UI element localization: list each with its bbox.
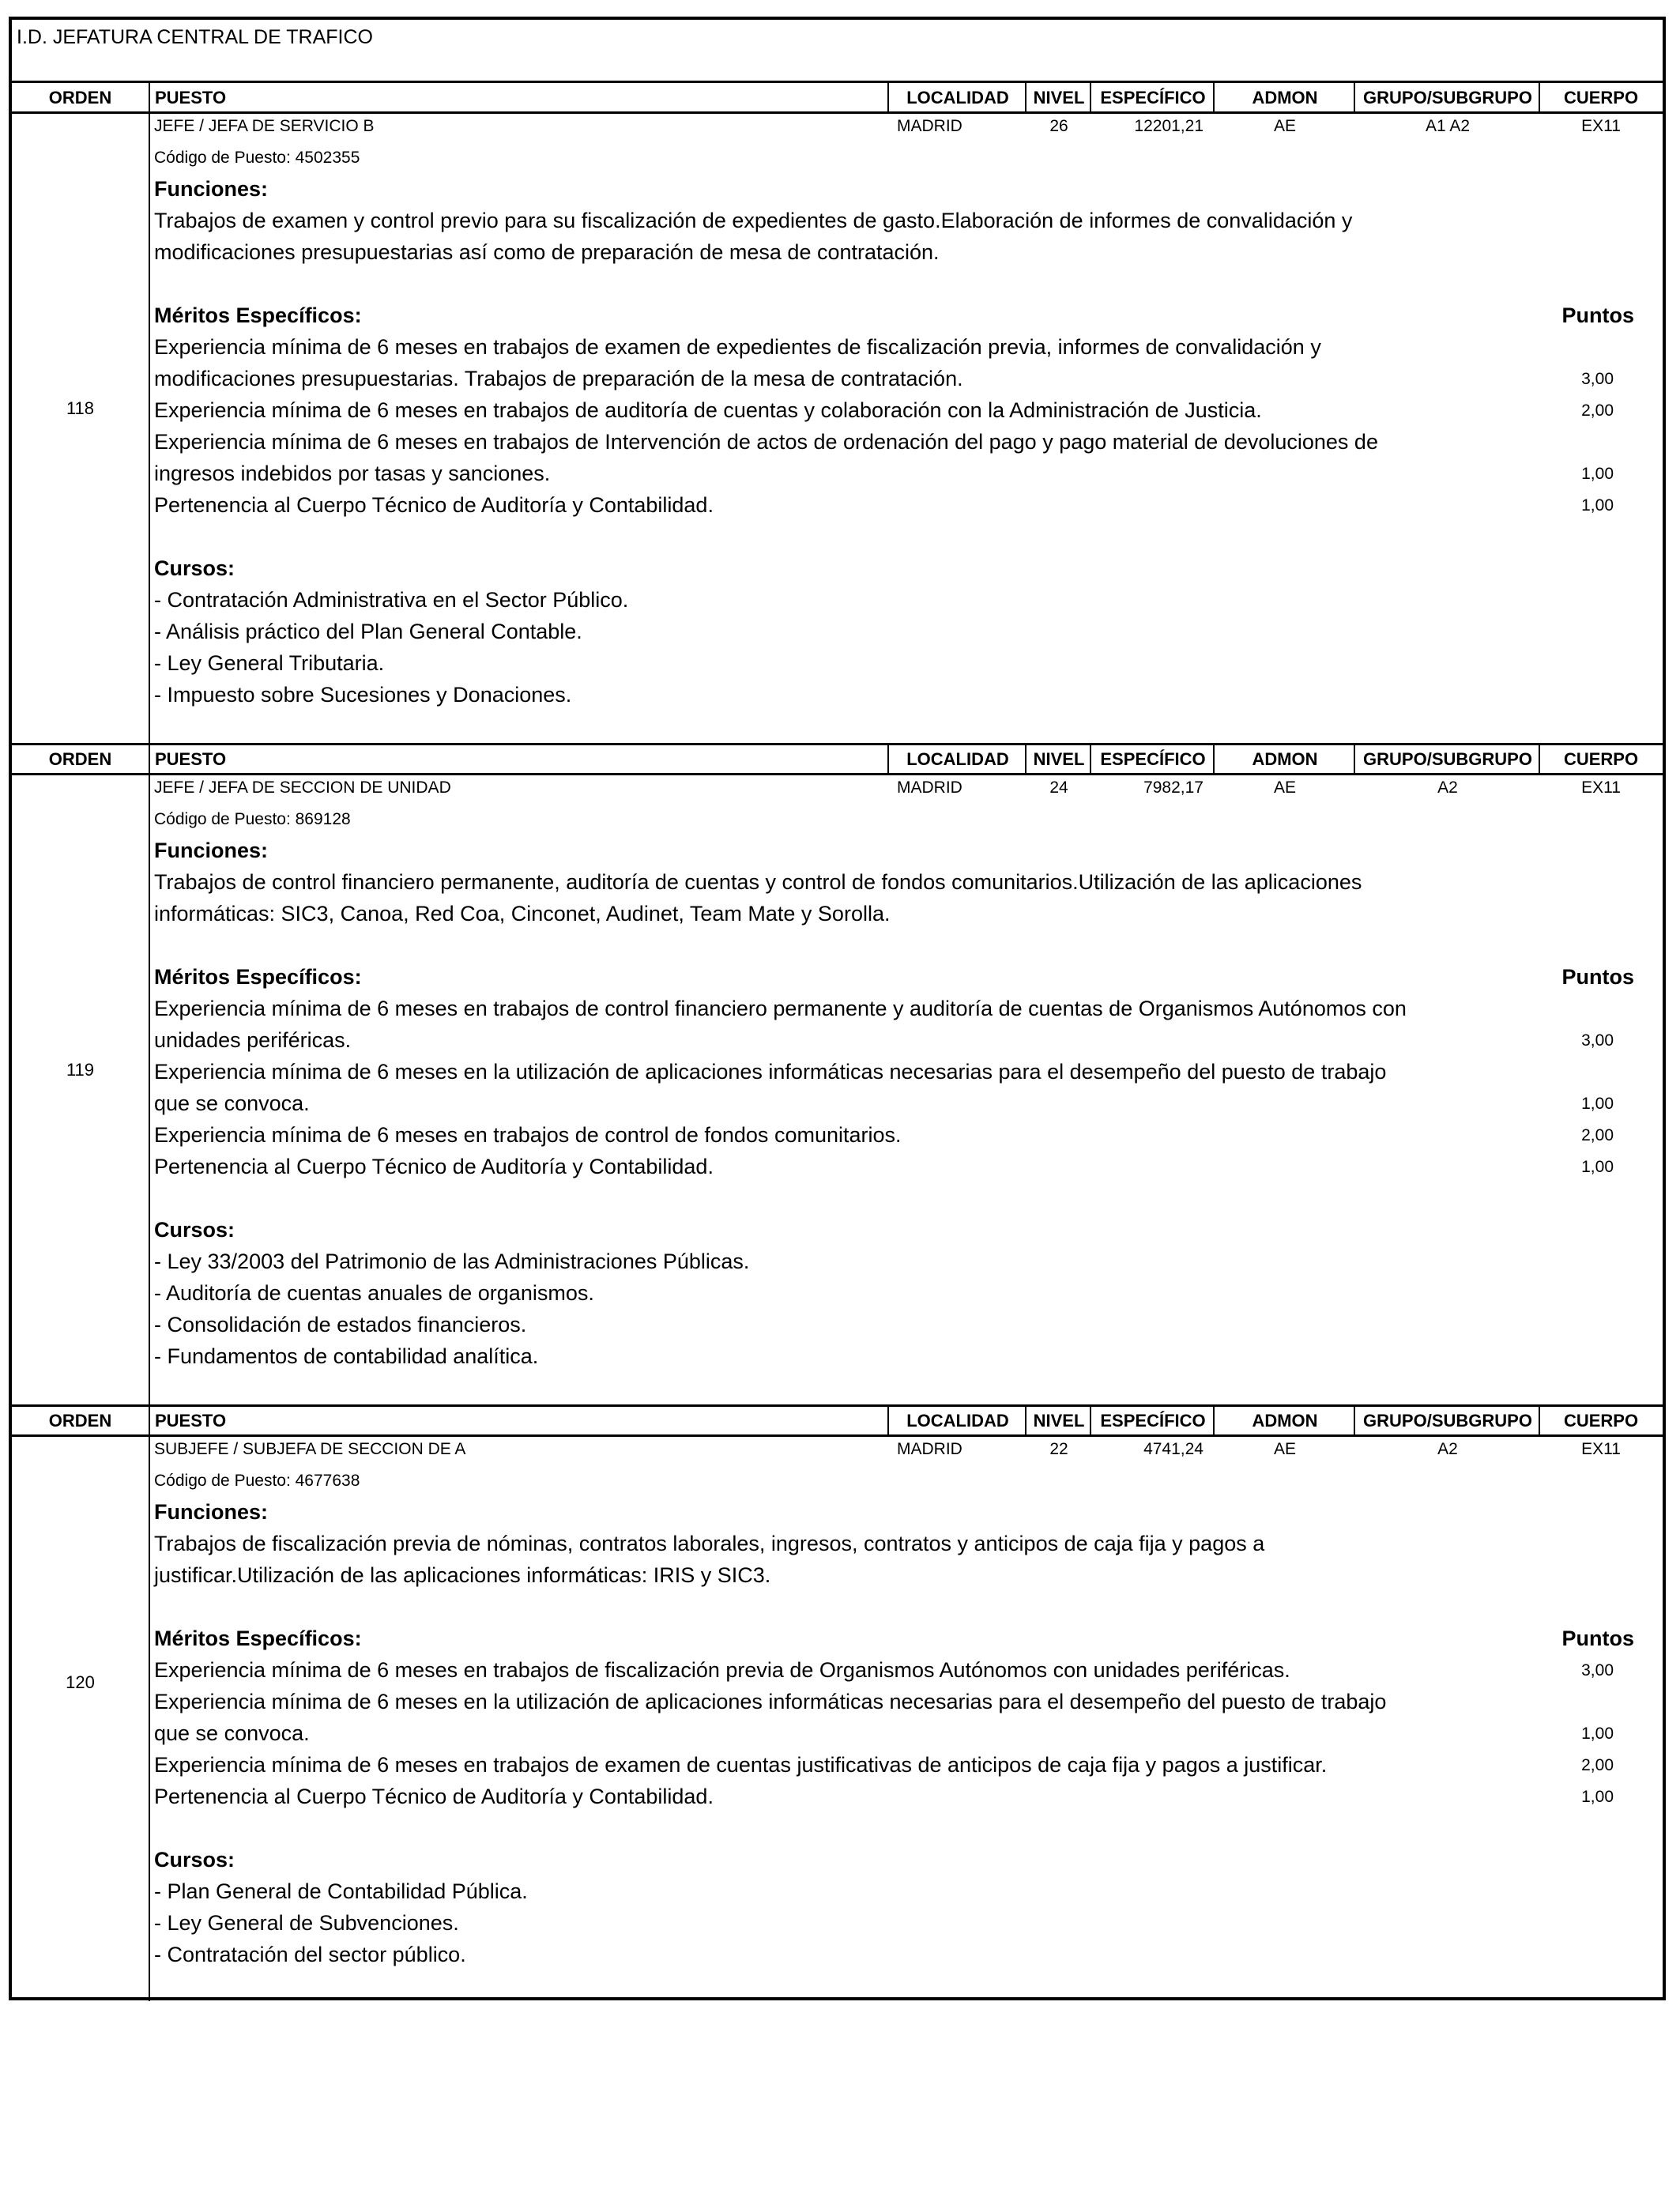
grupo-value: A1 A2 bbox=[1425, 117, 1471, 135]
funciones-line: Trabajos de control financiero permanente, auditoría de cuentas y control de fondos comunitarios.Utilización de las aplicaciones bbox=[154, 870, 1362, 894]
column-divider bbox=[1213, 745, 1215, 773]
column-header-grupo: GRUPO/SUBGRUPO bbox=[1363, 1411, 1532, 1431]
localidad-value: MADRID bbox=[897, 1440, 962, 1458]
grupo-value: A2 bbox=[1437, 778, 1458, 797]
column-divider bbox=[887, 83, 889, 111]
document-title: I.D. JEFATURA CENTRAL DE TRAFICO bbox=[17, 26, 373, 48]
column-header-admon: ADMON bbox=[1252, 749, 1318, 769]
merito-points: 1,00 bbox=[1581, 496, 1614, 515]
especifico-value: 7982,17 bbox=[1143, 778, 1203, 797]
curso-line: - Consolidación de estados financieros. bbox=[154, 1313, 527, 1336]
position-body bbox=[12, 775, 1663, 1406]
merito-points: 1,00 bbox=[1581, 465, 1614, 483]
puesto-value: JEFE / JEFA DE SECCION DE UNIDAD bbox=[154, 778, 451, 797]
codigo-puesto: Código de Puesto: 4677638 bbox=[154, 1472, 360, 1490]
curso-line: - Fundamentos de contabilidad analítica. bbox=[154, 1344, 539, 1368]
merito-line: unidades periféricas. bbox=[154, 1028, 352, 1052]
merito-points: 1,00 bbox=[1581, 1725, 1614, 1743]
column-header-nivel: NIVEL bbox=[1033, 749, 1085, 769]
meritos-heading: Méritos Específicos: bbox=[154, 965, 362, 989]
curso-line: - Contratación Administrativa en el Sector Público. bbox=[154, 588, 629, 612]
merito-line: Experiencia mínima de 6 meses en trabajos de Intervención de actos de ordenación del pago y pago material de devoluciones de bbox=[154, 430, 1378, 454]
funciones-line: modificaciones presupuestarias así como de preparación de mesa de contratación. bbox=[154, 240, 940, 264]
column-divider bbox=[1354, 745, 1355, 773]
codigo-puesto: Código de Puesto: 4502355 bbox=[154, 149, 360, 167]
column-header-localidad: LOCALIDAD bbox=[906, 749, 1009, 769]
column-header-cuerpo: CUERPO bbox=[1563, 1411, 1639, 1431]
admon-value: AE bbox=[1273, 778, 1296, 797]
cursos-heading: Cursos: bbox=[154, 1848, 235, 1872]
column-divider bbox=[1539, 745, 1540, 773]
column-divider bbox=[1354, 83, 1355, 111]
funciones-line: informáticas: SIC3, Canoa, Red Coa, Cinconet, Audinet, Team Mate y Sorolla. bbox=[154, 902, 891, 925]
column-header-orden: ORDEN bbox=[48, 749, 112, 769]
column-header-especifico: ESPECÍFICO bbox=[1100, 1411, 1206, 1431]
curso-line: - Ley 33/2003 del Patrimonio de las Administraciones Públicas. bbox=[154, 1250, 750, 1273]
column-header-row bbox=[12, 745, 1663, 775]
column-divider bbox=[887, 745, 889, 773]
merito-points: 2,00 bbox=[1581, 1756, 1614, 1774]
merito-line: Pertenencia al Cuerpo Técnico de Auditoría y Contabilidad. bbox=[154, 1155, 714, 1178]
column-header-localidad: LOCALIDAD bbox=[906, 88, 1009, 107]
orden-divider bbox=[149, 775, 150, 1406]
document-table bbox=[9, 17, 1666, 2000]
merito-line: Experiencia mínima de 6 meses en trabajos de auditoría de cuentas y colaboración con la Administración de Justicia. bbox=[154, 398, 1262, 422]
title-row bbox=[12, 20, 1663, 83]
merito-line: Experiencia mínima de 6 meses en la utilización de aplicaciones informáticas necesarias para el desempeño del puesto de trabajo bbox=[154, 1060, 1387, 1084]
curso-line: - Auditoría de cuentas anuales de organismos. bbox=[154, 1281, 594, 1305]
nivel-value: 24 bbox=[1049, 778, 1068, 797]
column-header-localidad: LOCALIDAD bbox=[906, 1411, 1009, 1431]
curso-line: - Ley General Tributaria. bbox=[154, 651, 385, 675]
column-header-puesto: PUESTO bbox=[155, 88, 227, 107]
column-header-grupo: GRUPO/SUBGRUPO bbox=[1363, 88, 1532, 107]
merito-points: 1,00 bbox=[1581, 1788, 1614, 1806]
funciones-heading: Funciones: bbox=[154, 1500, 269, 1524]
puntos-heading: Puntos bbox=[1561, 965, 1634, 989]
puntos-heading: Puntos bbox=[1561, 303, 1634, 327]
merito-line: que se convoca. bbox=[154, 1091, 310, 1115]
cuerpo-value: EX11 bbox=[1581, 117, 1621, 135]
curso-line: - Plan General de Contabilidad Pública. bbox=[154, 1879, 528, 1903]
curso-line: - Análisis práctico del Plan General Contable. bbox=[154, 620, 582, 643]
column-header-especifico: ESPECÍFICO bbox=[1100, 88, 1206, 107]
merito-points: 3,00 bbox=[1581, 1661, 1614, 1679]
funciones-heading: Funciones: bbox=[154, 839, 269, 862]
funciones-heading: Funciones: bbox=[154, 177, 269, 201]
curso-line: - Ley General de Subvenciones. bbox=[154, 1911, 459, 1935]
column-divider bbox=[887, 1406, 889, 1434]
position-section bbox=[12, 1406, 1663, 2001]
column-divider bbox=[1025, 83, 1026, 111]
orden-value: 119 bbox=[66, 1060, 95, 1080]
merito-points: 1,00 bbox=[1581, 1158, 1614, 1176]
column-divider bbox=[149, 83, 150, 111]
orden-value: 120 bbox=[66, 1672, 95, 1692]
column-divider bbox=[1213, 83, 1215, 111]
column-divider bbox=[1539, 1406, 1540, 1434]
nivel-value: 22 bbox=[1049, 1440, 1068, 1458]
merito-points: 3,00 bbox=[1581, 370, 1614, 388]
column-header-admon: ADMON bbox=[1252, 88, 1318, 107]
curso-line: - Impuesto sobre Sucesiones y Donaciones. bbox=[154, 683, 572, 707]
position-section bbox=[12, 83, 1663, 745]
column-divider bbox=[1090, 745, 1091, 773]
cuerpo-value: EX11 bbox=[1581, 778, 1621, 797]
admon-value: AE bbox=[1273, 117, 1296, 135]
column-divider bbox=[1025, 1406, 1026, 1434]
orden-value: 118 bbox=[66, 398, 95, 418]
codigo-puesto: Código de Puesto: 869128 bbox=[154, 810, 351, 828]
orden-divider bbox=[149, 1437, 150, 2001]
column-divider bbox=[1090, 1406, 1091, 1434]
column-header-nivel: NIVEL bbox=[1033, 88, 1085, 107]
merito-line: Pertenencia al Cuerpo Técnico de Auditoría y Contabilidad. bbox=[154, 493, 714, 517]
merito-points: 3,00 bbox=[1581, 1031, 1614, 1050]
merito-line: ingresos indebidos por tasas y sanciones. bbox=[154, 462, 551, 485]
localidad-value: MADRID bbox=[897, 778, 962, 797]
funciones-line: Trabajos de fiscalización previa de nóminas, contratos laborales, ingresos, contratos y anticipos de caja fija y pagos a bbox=[154, 1532, 1265, 1555]
position-body bbox=[12, 114, 1663, 745]
merito-line: Experiencia mínima de 6 meses en trabajos de examen de expedientes de fiscalización previa, informes de convalidación y bbox=[154, 335, 1321, 359]
column-divider bbox=[149, 745, 150, 773]
column-header-cuerpo: CUERPO bbox=[1563, 749, 1639, 769]
nivel-value: 26 bbox=[1049, 117, 1068, 135]
orden-divider bbox=[149, 114, 150, 745]
column-header-grupo: GRUPO/SUBGRUPO bbox=[1363, 749, 1532, 769]
curso-line: - Contratación del sector público. bbox=[154, 1943, 466, 1966]
merito-line: Experiencia mínima de 6 meses en trabajos de fiscalización previa de Organismos Autónomos con unidades periféricas. bbox=[154, 1658, 1290, 1682]
column-header-cuerpo: CUERPO bbox=[1563, 88, 1639, 107]
column-divider bbox=[1090, 83, 1091, 111]
column-header-admon: ADMON bbox=[1252, 1411, 1318, 1431]
merito-points: 1,00 bbox=[1581, 1095, 1614, 1113]
localidad-value: MADRID bbox=[897, 117, 962, 135]
column-header-orden: ORDEN bbox=[48, 88, 112, 107]
puesto-value: SUBJEFE / SUBJEFA DE SECCION DE A bbox=[154, 1440, 466, 1458]
merito-line: Pertenencia al Cuerpo Técnico de Auditoría y Contabilidad. bbox=[154, 1785, 714, 1808]
column-header-puesto: PUESTO bbox=[155, 1411, 227, 1431]
section-separator bbox=[12, 743, 1663, 745]
funciones-line: justificar.Utilización de las aplicaciones informáticas: IRIS y SIC3. bbox=[154, 1563, 771, 1587]
position-section bbox=[12, 745, 1663, 1406]
puntos-heading: Puntos bbox=[1561, 1627, 1634, 1650]
admon-value: AE bbox=[1273, 1440, 1296, 1458]
column-divider bbox=[1025, 745, 1026, 773]
cursos-heading: Cursos: bbox=[154, 556, 235, 580]
column-header-especifico: ESPECÍFICO bbox=[1100, 749, 1206, 769]
especifico-value: 12201,21 bbox=[1134, 117, 1203, 135]
meritos-heading: Méritos Específicos: bbox=[154, 1627, 362, 1650]
merito-line: que se convoca. bbox=[154, 1721, 310, 1745]
section-separator bbox=[12, 1404, 1663, 1407]
column-header-orden: ORDEN bbox=[48, 1411, 112, 1431]
merito-line: Experiencia mínima de 6 meses en la utilización de aplicaciones informáticas necesarias para el desempeño del puesto de trabajo bbox=[154, 1690, 1387, 1713]
merito-line: Experiencia mínima de 6 meses en trabajos de examen de cuentas justificativas de anticipos de caja fija y pagos a justificar. bbox=[154, 1753, 1328, 1777]
merito-points: 2,00 bbox=[1581, 401, 1614, 420]
cursos-heading: Cursos: bbox=[154, 1218, 235, 1242]
column-divider bbox=[1354, 1406, 1355, 1434]
merito-line: Experiencia mínima de 6 meses en trabajos de control financiero permanente y auditoría de cuentas de Organismos Autónomos con bbox=[154, 997, 1407, 1020]
meritos-heading: Méritos Específicos: bbox=[154, 303, 362, 327]
merito-line: modificaciones presupuestarias. Trabajos de preparación de la mesa de contratación. bbox=[154, 367, 963, 390]
column-header-row bbox=[12, 1406, 1663, 1437]
column-divider bbox=[1213, 1406, 1215, 1434]
funciones-line: Trabajos de examen y control previo para su fiscalización de expedientes de gasto.Elaboración de informes de convalidación y bbox=[154, 209, 1353, 232]
column-divider bbox=[149, 1406, 150, 1434]
column-divider bbox=[1539, 83, 1540, 111]
especifico-value: 4741,24 bbox=[1143, 1440, 1203, 1458]
grupo-value: A2 bbox=[1437, 1440, 1458, 1458]
column-header-puesto: PUESTO bbox=[155, 749, 227, 769]
position-body bbox=[12, 1437, 1663, 2001]
column-header-row bbox=[12, 83, 1663, 114]
cuerpo-value: EX11 bbox=[1581, 1440, 1621, 1458]
merito-line: Experiencia mínima de 6 meses en trabajos de control de fondos comunitarios. bbox=[154, 1123, 902, 1147]
puesto-value: JEFE / JEFA DE SERVICIO B bbox=[154, 117, 375, 135]
merito-points: 2,00 bbox=[1581, 1126, 1614, 1144]
column-header-nivel: NIVEL bbox=[1033, 1411, 1085, 1431]
